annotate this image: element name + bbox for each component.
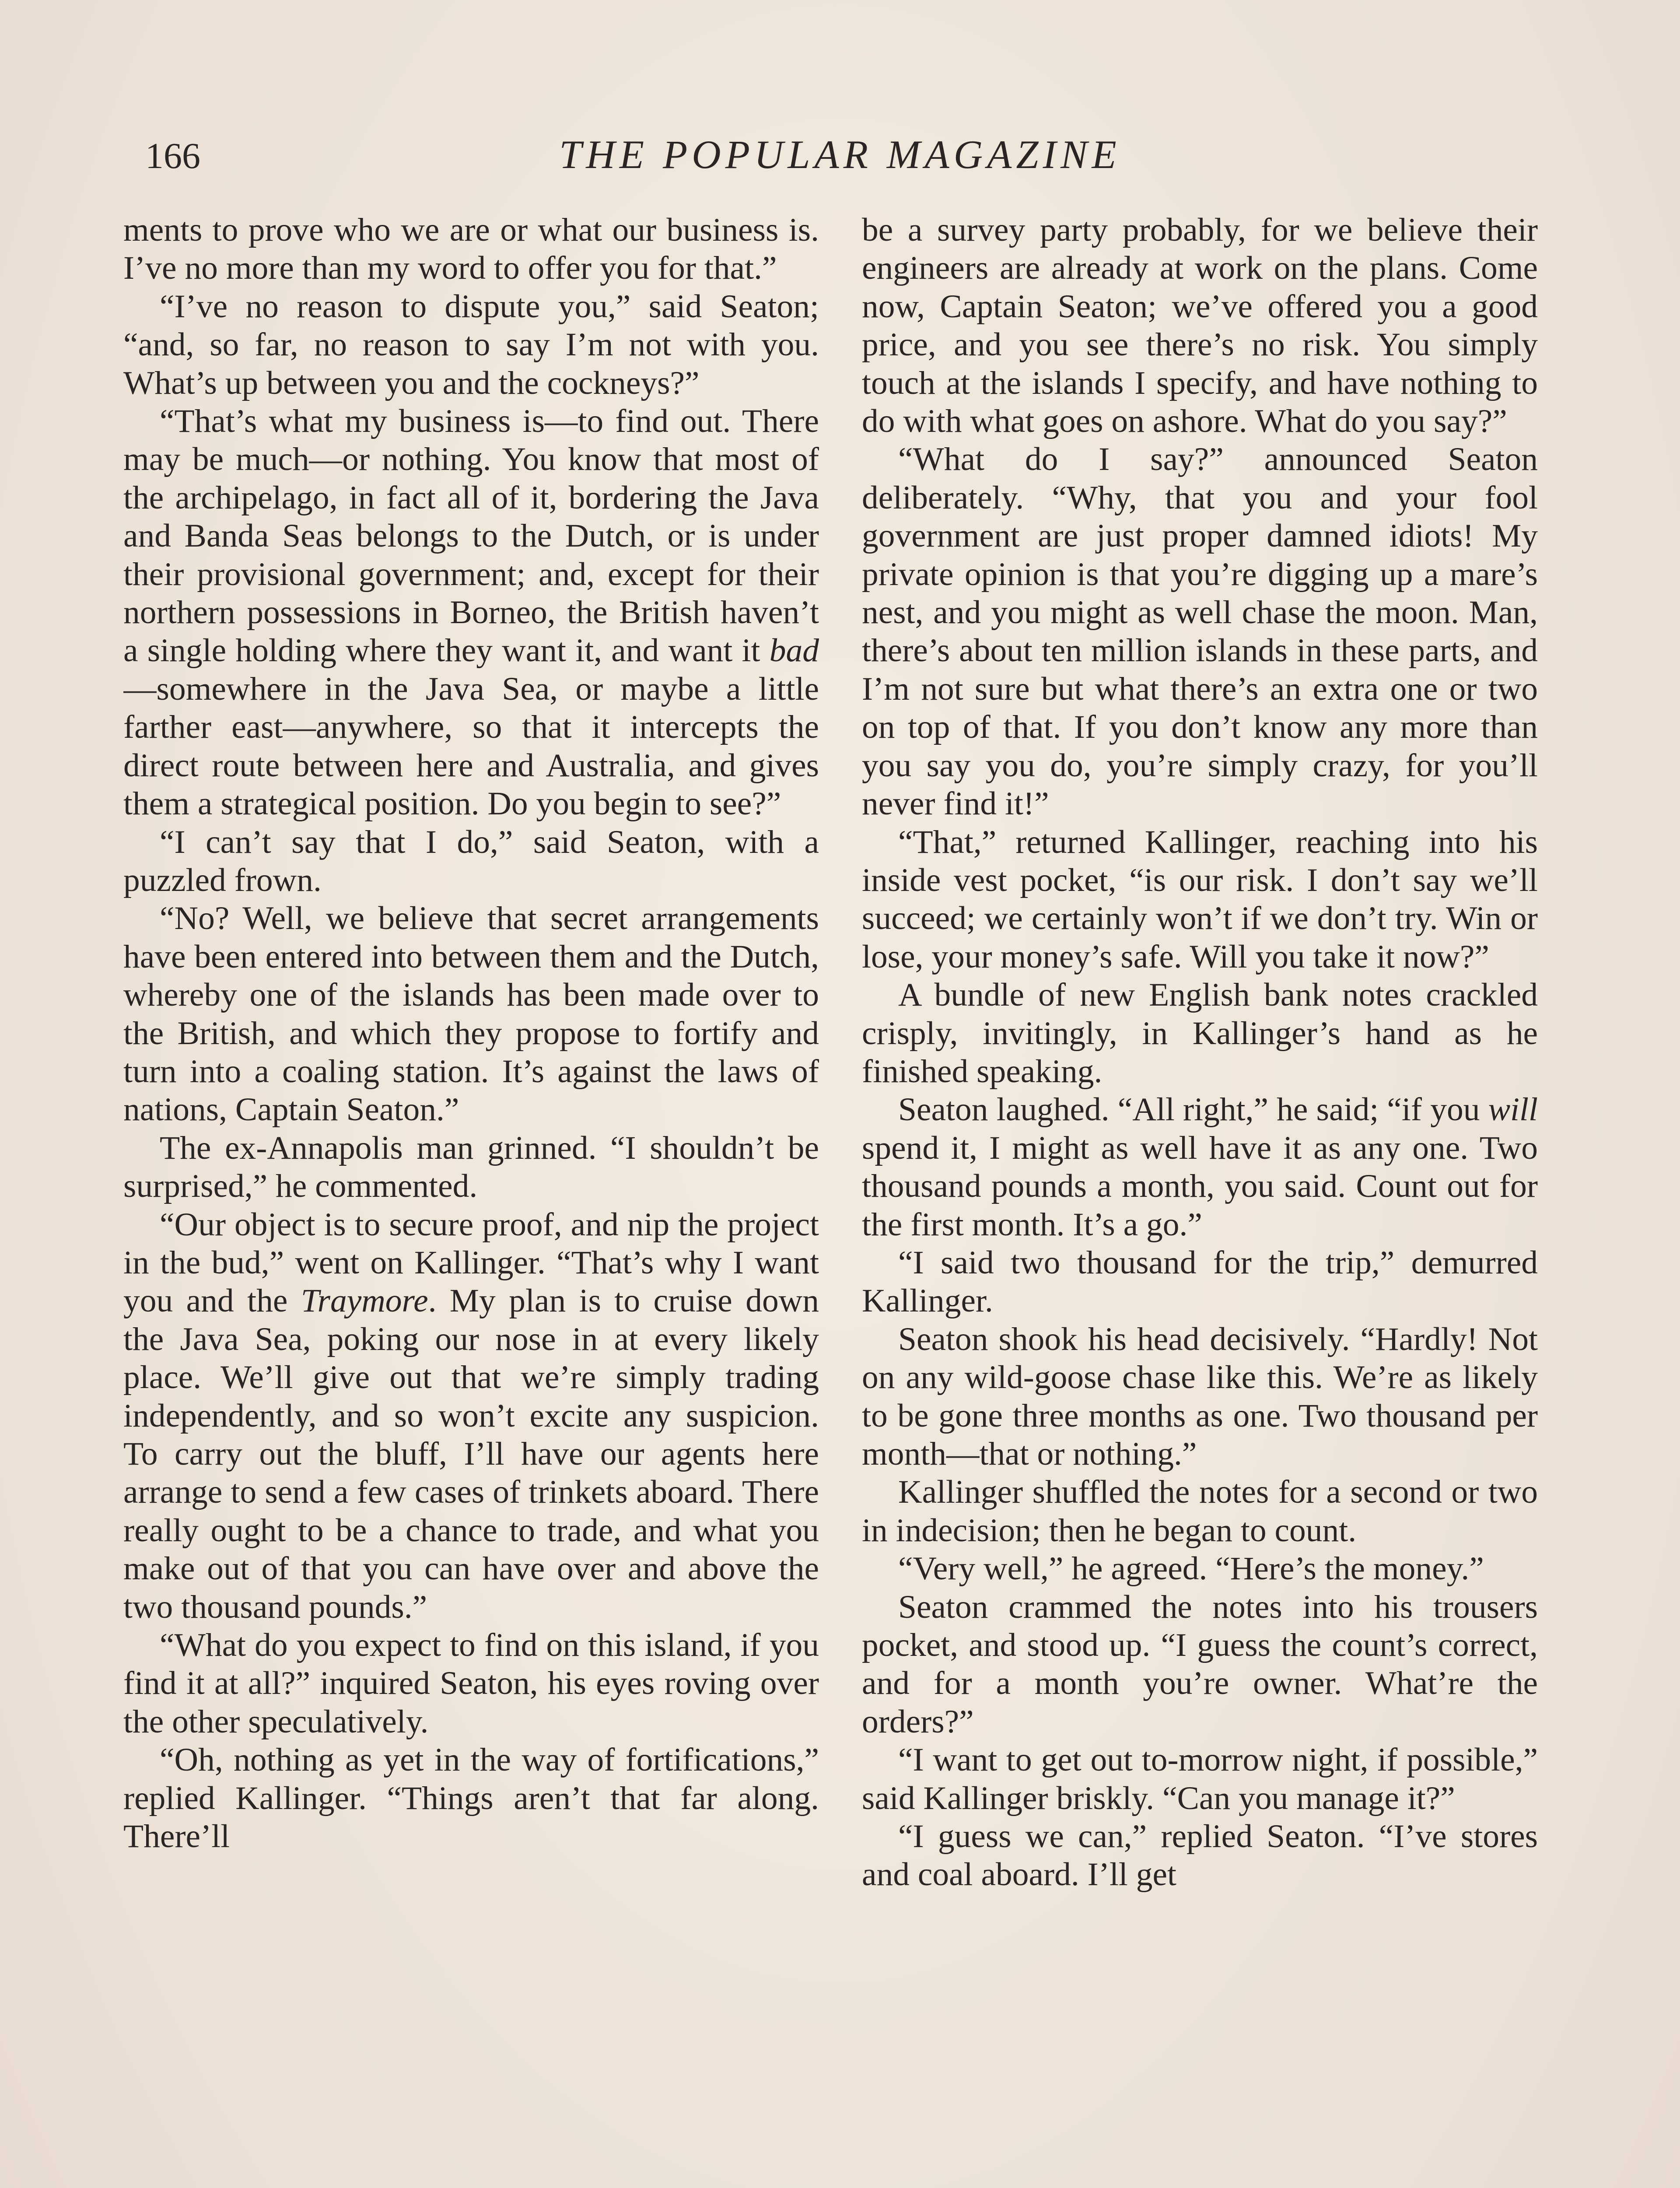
text-run: Seaton laughed. “All right,” he said; “if you xyxy=(898,1091,1488,1128)
paragraph xyxy=(123,1626,819,1741)
text-run: “That,” returned Kallinger, reaching into his inside vest pocket, “is our risk. I don’t say we’ll succeed; we certainly won’t if we don’t try. Win or lose, your money’s safe. Will you take it now?” xyxy=(862,824,1538,975)
paragraph xyxy=(862,1588,1538,1741)
paragraph xyxy=(862,1090,1538,1244)
text-run: Kallinger shuffled the notes for a second or two in indecision; then he began to count. xyxy=(862,1474,1538,1549)
paragraph xyxy=(862,823,1538,976)
running-head xyxy=(0,131,1680,184)
text-run: spend it, I might as well have it as any one. Two thousand pounds a month, you said. Count out for the first month. It’s a go.” xyxy=(862,1129,1538,1243)
paragraph xyxy=(123,1206,819,1626)
text-run: “What do I say?” announced Seaton deliberately. “Why, that you and your fool government are just proper damned idiots! My private opinion is that you’re digging up a mare’s nest, and you might as well chase the moon. Man, there’s about ten million islands in these parts, and I’m not sure but what there’s an extra one or two on top of that. If you don’t know any more than you say you do, you’re simply crazy, for you’ll never find it!” xyxy=(862,441,1538,822)
paragraph xyxy=(123,1129,819,1206)
text-run: ments to prove who we are or what our business is. I’ve no more than my word to offer you for that.” xyxy=(123,212,819,287)
paragraph xyxy=(862,1741,1538,1817)
text-run: . My plan is to cruise down the Java Sea, poking our nose in at every likely place. We’ll give out that we’re simply trading independently, and so won’t excite any suspicion. To carry out the bluff, I’ll have our agents here arrange to send a few cases of trinkets aboard. There really ought to be a chance to trade, and what you make out of that you can have over and above the two thousand pounds.” xyxy=(123,1283,819,1625)
italic-text: will xyxy=(1488,1091,1538,1128)
text-column-right xyxy=(862,211,1538,2188)
text-run: “I guess we can,” replied Seaton. “I’ve stores and coal aboard. I’ll get xyxy=(862,1818,1538,1893)
paragraph xyxy=(862,1817,1538,1894)
page-number: 166 xyxy=(145,136,200,176)
text-run: “What do you expect to find on this island, if you find it at all?” inquired Seaton, his eyes roving over the other speculatively. xyxy=(123,1627,819,1740)
paragraph xyxy=(862,1473,1538,1550)
paragraph xyxy=(862,211,1538,440)
italic-text: Traymore xyxy=(301,1283,428,1319)
text-column-left xyxy=(123,211,819,2188)
text-run: The ex-Annapolis man grinned. “I shouldn’t be surprised,” he commented. xyxy=(123,1129,819,1205)
text-run: “I said two thousand for the trip,” demurred Kallinger. xyxy=(862,1244,1538,1319)
paragraph xyxy=(123,823,819,900)
paragraph xyxy=(862,1244,1538,1320)
paragraph xyxy=(123,1741,819,1855)
paragraph xyxy=(862,976,1538,1090)
paragraph xyxy=(123,402,819,823)
text-run: “I can’t say that I do,” said Seaton, with a puzzled frown. xyxy=(123,824,819,898)
text-run: “That’s what my business is—to find out. There may be much—or nothing. You know that most of the archipelago, in fact all of it, bordering the Java and Banda Seas belongs to the Dutch, or is under their provisional government; and, except for their northern possessions in Borneo, the British haven’t a single holding where they want it, and want it xyxy=(123,403,819,669)
text-run: “No? Well, we believe that secret arrangements have been entered into between them and the Dutch, whereby one of the islands has been made over to the British, and which they propose to fortify and turn into a coaling station. It’s against the laws of nations, Captain Seaton.” xyxy=(123,900,819,1128)
paragraph xyxy=(123,211,819,288)
text-run: “I’ve no reason to dispute you,” said Seaton; “and, so far, no reason to say I’m not with you. What’s up between you and the cockneys?” xyxy=(123,288,819,401)
paragraph xyxy=(862,440,1538,823)
text-run: A bundle of new English bank notes crackled crisply, invitingly, in Kallinger’s hand as he finished speaking. xyxy=(862,977,1538,1090)
text-run: “Oh, nothing as yet in the way of fortifications,” replied Kallinger. “Things aren’t that far along. There’ll xyxy=(123,1742,819,1855)
paragraph xyxy=(862,1320,1538,1473)
text-run: Seaton shook his head decisively. “Hardly! Not on any wild-goose chase like this. We’re as likely to be gone three months as one. Two thousand per month—that or nothing.” xyxy=(862,1321,1538,1472)
paragraph xyxy=(123,288,819,402)
italic-text: bad xyxy=(769,632,819,669)
text-run: be a survey party probably, for we believe their engineers are already at work on the plans. Come now, Captain Seaton; we’ve offered you a good price, and you see there’s no risk. You simply touch at the islands I specify, and have nothing to do with what goes on ashore. What do you say?” xyxy=(862,212,1538,440)
paragraph xyxy=(123,899,819,1129)
text-run: —somewhere in the Java Sea, or maybe a little farther east—anywhere, so that it intercepts the direct route between here and Australia, and gives them a strategical position. Do you begin to see?” xyxy=(123,670,819,822)
paragraph xyxy=(862,1550,1538,1588)
text-run: “Very well,” he agreed. “Here’s the money.” xyxy=(898,1550,1484,1587)
text-run: Seaton crammed the notes into his trousers pocket, and stood up. “I guess the count’s correct, and for a month you’re owner. What’re the orders?” xyxy=(862,1588,1538,1740)
magazine-title: THE POPULAR MAGAZINE xyxy=(559,132,1121,177)
text-run: “I want to get out to-morrow night, if possible,” said Kallinger briskly. “Can you manage it?” xyxy=(862,1742,1538,1816)
text-run: “Our object is to secure proof, and nip the project in the bud,” went on Kallinger. “That’s why I want you and the xyxy=(123,1206,819,1319)
